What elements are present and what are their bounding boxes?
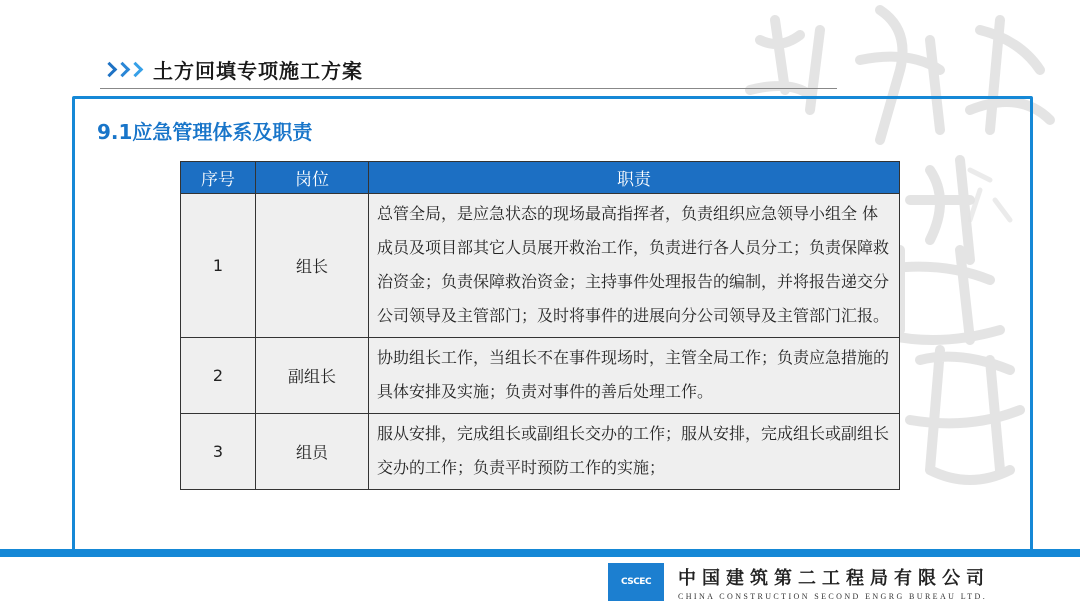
table-row [181, 194, 900, 338]
section-title: 9.1应急管理体系及职责 [97, 120, 313, 144]
row-role: 副组长 [256, 338, 369, 414]
column-header-duty: 职责 [369, 162, 900, 194]
company-name-block [678, 564, 990, 601]
table-row [181, 338, 900, 414]
row-number: 3 [181, 414, 256, 490]
table-row [181, 414, 900, 490]
company-footer [608, 562, 1068, 602]
row-number: 2 [181, 338, 256, 414]
chevron-arrows-icon [104, 64, 143, 75]
bottom-accent-bar [0, 549, 1080, 557]
table-header-row [181, 162, 900, 194]
column-header-role: 岗位 [256, 162, 369, 194]
row-role: 组员 [256, 414, 369, 490]
row-duty: 服从安排，完成组长或副组长交办的工作；服从安排，完成组长或副组长交办的工作；负责平时预防工作的实施； [369, 414, 900, 490]
company-name-english: CHINA CONSTRUCTION SECOND ENGRG BUREAU LTD. [678, 591, 988, 601]
cscec-logo-icon: CSCEC [608, 563, 664, 601]
document-title: 土方回填专项施工方案 [153, 58, 363, 83]
row-role: 组长 [256, 194, 369, 338]
row-duty: 总管全局，是应急状态的现场最高指挥者，负责组织应急领导小组全 体成员及项目部其它人员展开救治工作，负责进行各人员分工；负责保障救治资金；负责保障救治资金；主持事件处理报告的编制，并将报告递交分公司领导及主管部门；及时将事件的进展向分公司领导及主管部门汇报。 [369, 194, 900, 338]
slide-header [104, 52, 363, 86]
company-name-chinese: 中国建筑第二工程局有限公司 [678, 567, 990, 589]
row-duty: 协助组长工作，当组长不在事件现场时，主管全局工作；负责应急措施的具体安排及实施；负责对事件的善后处理工作。 [369, 338, 900, 414]
column-header-number: 序号 [181, 162, 256, 194]
responsibility-table [180, 161, 900, 490]
row-number: 1 [181, 194, 256, 338]
header-divider [100, 88, 837, 89]
